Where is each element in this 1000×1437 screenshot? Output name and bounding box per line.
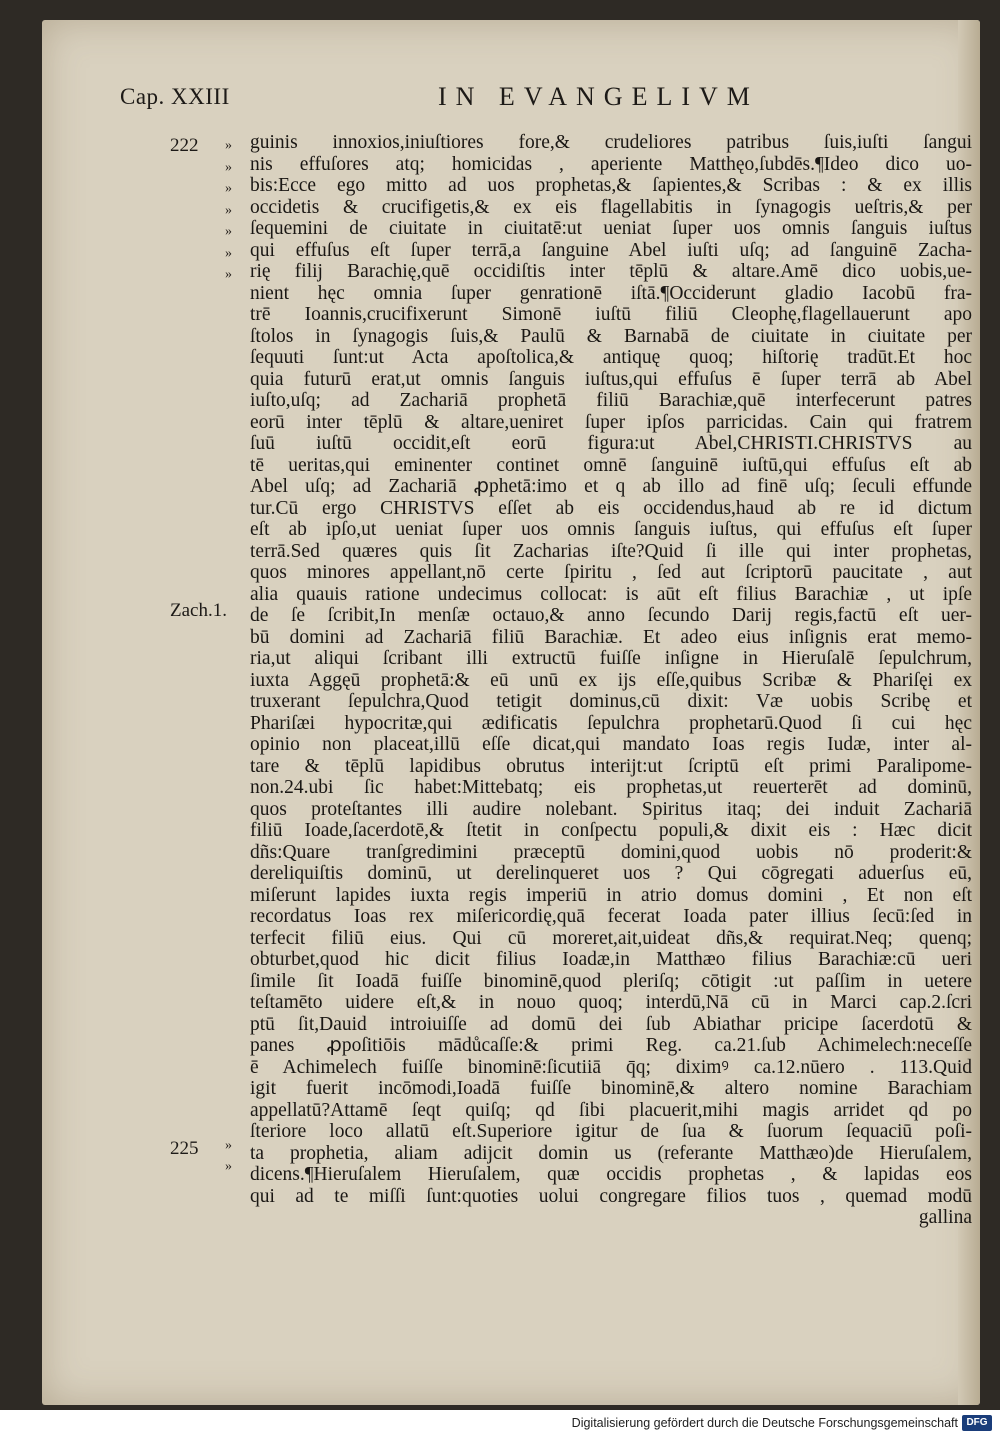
text-line: occidetis & crucifigetis,& ex eis flagellabitis in ſynagogis ueſtris,& per — [250, 196, 972, 218]
text-line: ptū ſit,Dauid introiuiſſe ad domū dei ſub Abiathar pricipe ſacerdotū & — [250, 1013, 972, 1035]
text-line: ſimile ſit Ioadā fuiſſe binominē,quod pleriſq; cōtigit :ut paſſim in uetere — [250, 970, 972, 992]
text-line: ſteriore loco allatū eſt.Superiore igitur de ſua & ſuorum ſequaciū poſi- — [250, 1121, 972, 1142]
text-line: terrā.Sed quæres quis ſit Zacharias iſte?Quid ſi ille qui inter prophetas, — [250, 540, 972, 562]
text-line: ſequemini de ciuitate in ciuitatē:ut ueniat ſuper uos omnis ſanguis iuſtus — [250, 218, 972, 239]
text-line: dicens.¶Hieruſalem Hieruſalem, quæ occidis prophetas , & lapidas eos — [250, 1164, 972, 1185]
quote-mark: » — [225, 246, 231, 261]
text-line: nis effuſores atq; homicidas , aperiente Matthęo,ſubdēs.¶Ideo dico uo- — [250, 153, 972, 175]
margin-reference-zach: Zach.1. — [170, 600, 227, 621]
text-line: qui effuſus eſt ſuper terrā,a ſanguine Abel iuſti uſq; ad ſanguinē Zacha- — [250, 239, 972, 261]
funding-credit: Digitalisierung gefördert durch die Deutsche Forschungsgemeinschaft — [571, 1416, 958, 1430]
text-line: non.24.ubi ſic habet:Mittebatq; eis prophetas,ut reuerterēt ad dominū, — [250, 777, 972, 798]
text-line: eorū inter tēplū & altare,ueniret ſuper ipſos parricidas. Cain qui fratrem — [250, 411, 972, 433]
quote-mark: » — [225, 160, 231, 175]
text-line: qui ad te miſſi ſunt:quoties uolui congregare filios tuos , quemad modū — [250, 1185, 972, 1207]
text-line: quos minores appellant,nō certe ſpiritu , ſed aut ſcriptorū paucitate , aut — [250, 562, 972, 583]
quote-mark: » — [225, 138, 231, 153]
text-line: dereliquiſtis dominū, ut derelinqueret uos ? Qui cōgregati aduerſus eū, — [250, 863, 972, 884]
text-line: teſtamēto uidere eſt,& in nouo quoq; interdū,Nā cū in Marci cap.2.ſcri — [250, 992, 972, 1013]
text-line: ſequuti ſunt:ut Acta apoſtolica,& antiquę quoq; hiſtorię tradūt.Et hoc — [250, 347, 972, 368]
quote-mark: » — [225, 1159, 231, 1174]
dfg-logo: DFG — [962, 1415, 992, 1431]
text-line: bis:Ecce ego mitto ad uos prophetas,& ſapientes,& Scribas : & ex illis — [250, 175, 972, 196]
text-line: de ſe ſcribit,In menſæ octauo,& anno ſecundo Darij regis,factū eſt uer- — [250, 605, 972, 626]
text-line: Abel uſq; ad Zachariā ꝓphetā:imo et q ab illo ad finē uſq; ſeculi effunde — [250, 476, 972, 497]
quote-mark: » — [225, 1138, 231, 1153]
text-line: alia quauis ratione undecimus collocat: is aūt eſt filius Barachiæ , ut ipſe — [250, 583, 972, 605]
text-line: ſuū iuſtū occidit,eſt eorū figura:ut Abel,CHRISTI.CHRISTVS au — [250, 433, 972, 454]
text-line: nient hęc omnia ſuper genrationē iſtā.¶Occiderunt gladio Iacobū fra- — [250, 282, 972, 304]
text-line: quos proteſtantes illi audire nolebant. Spiritus itaq; dei induit Zachariā — [250, 798, 972, 820]
text-line: miſerunt lapides iuxta regis imperiū in atrio domus domini , Et non eſt — [250, 884, 972, 906]
quote-mark: » — [225, 267, 231, 282]
book-page — [42, 20, 980, 1405]
text-line: panes ꝓpoſitiōis mādůcaſſe:& primi Reg. ca.21.ſub Achimelech:neceſſe — [250, 1035, 972, 1056]
text-line: quia futurū erat,ut omnis ſanguis iuſtus,qui effuſus ē ſuper terrā ab Abel — [250, 368, 972, 390]
running-title: IN EVANGELIVM — [438, 82, 759, 111]
text-line: ria,ut aliqui ſcribant illi extructū fuiſſe inſigne in Hieruſalē ſepulchrum, — [250, 648, 972, 669]
text-line: tur.Cū ergo CHRISTVS eſſet ab eis occidendus,haud ab re id dictum — [250, 497, 972, 519]
quote-mark: » — [225, 203, 231, 218]
chapter-label: Cap. XXIII — [120, 84, 230, 109]
text-line: igit fuerit incōmodi,Ioadā fuiſſe binominē,& altero nomine Barachiam — [250, 1078, 972, 1099]
body-text — [250, 132, 972, 1229]
text-line: opinio non placeat,illū eſſe dicat,qui mandato Ioas regis Iudæ, inter al- — [250, 734, 972, 755]
text-line: dñs:Quare tranſgredimini præceptū domini,quod uobis nō proderit:& — [250, 841, 972, 863]
text-line: truxerant ſepulchra,Quod tetigit dominus,cū dixit: Væ uobis Scribę et — [250, 691, 972, 712]
text-line: eſt ab ipſo,ut ueniat ſuper uos omnis ſanguis iuſtus, qui effuſus eſt ſuper — [250, 519, 972, 540]
text-line: ſtolos in ſynagogis ſuis,& Paulū & Barnabā de ciuitate in ciuitate per — [250, 325, 972, 347]
text-line: iuxta Aggęū prophetā:& eū unū ex ijs eſſe,quibus Scribæ & Phariſęi ex — [250, 669, 972, 691]
text-line: tare & tēplū lapidibus obrutus interijt:ut ſcriptū eſt primi Paralipome- — [250, 755, 972, 777]
text-line: terfecit filiū eius. Qui cū moreret,ait,uideat dñs,& requirat.Neq; quenq; — [250, 927, 972, 949]
text-line: appellatū?Attamē ſeqt quiſq; qd ſibi placuerit,mihi magis arridet qd po — [250, 1099, 972, 1121]
margin-number-top: 222 — [170, 135, 199, 156]
text-line: rię filij Barachię,quē occidiſtis inter tēplū & altare.Amē dico uobis,ue- — [250, 261, 972, 282]
page-header — [120, 74, 860, 114]
margin-number-bottom: 225 — [170, 1138, 199, 1159]
text-line: tē ueritas,qui eminenter continet omnē ſanguinē iuſtū,qui effuſus eſt ab — [250, 454, 972, 476]
text-line: iuſto,uſq; ad Zachariā prophetā filiū Barachiæ,quē interfecerunt patres — [250, 390, 972, 411]
text-line: trē Ioannis,crucifixerunt Simonē iuſtū filiū Cleophę,flagellauerunt apo — [250, 304, 972, 325]
text-line: obturbet,quod hic dicit filius Ioadæ,in Matthæo filius Barachiæ:cū ueri — [250, 949, 972, 970]
text-line: Phariſæi hypocritæ,qui ædificatis ſepulchra prophetarū.Quod ſi cui hęc — [250, 712, 972, 734]
footer-bar — [0, 1410, 1000, 1437]
text-line: filiū Ioade,ſacerdotē,& ſtetit in conſpectu populi,& dixit eis : Hæc dicit — [250, 820, 972, 841]
text-line: recordatus Ioas rex miſericordię,quā fecerat Ioada pater illius ſecū:ſed in — [250, 906, 972, 927]
text-line: gallina — [918, 1207, 972, 1228]
text-line: ta prophetia, aliam adijcit domin us (referante Matthæo)de Hieruſalem, — [250, 1142, 972, 1164]
quote-mark: » — [225, 181, 231, 196]
quote-mark: » — [225, 224, 231, 239]
text-line: guinis innoxios,iniuſtiores fore,& crudeliores patribus ſuis,iuſti ſangui — [250, 132, 972, 153]
text-line: bū domini ad Zachariā filiū Barachiæ. Et adeo eius inſignis erat memo- — [250, 626, 972, 648]
text-line: ē Achimelech fuiſſe binominē:ſicutiiā q̄q; diximꝰ ca.12.nūero . 113.Quid — [250, 1056, 972, 1078]
